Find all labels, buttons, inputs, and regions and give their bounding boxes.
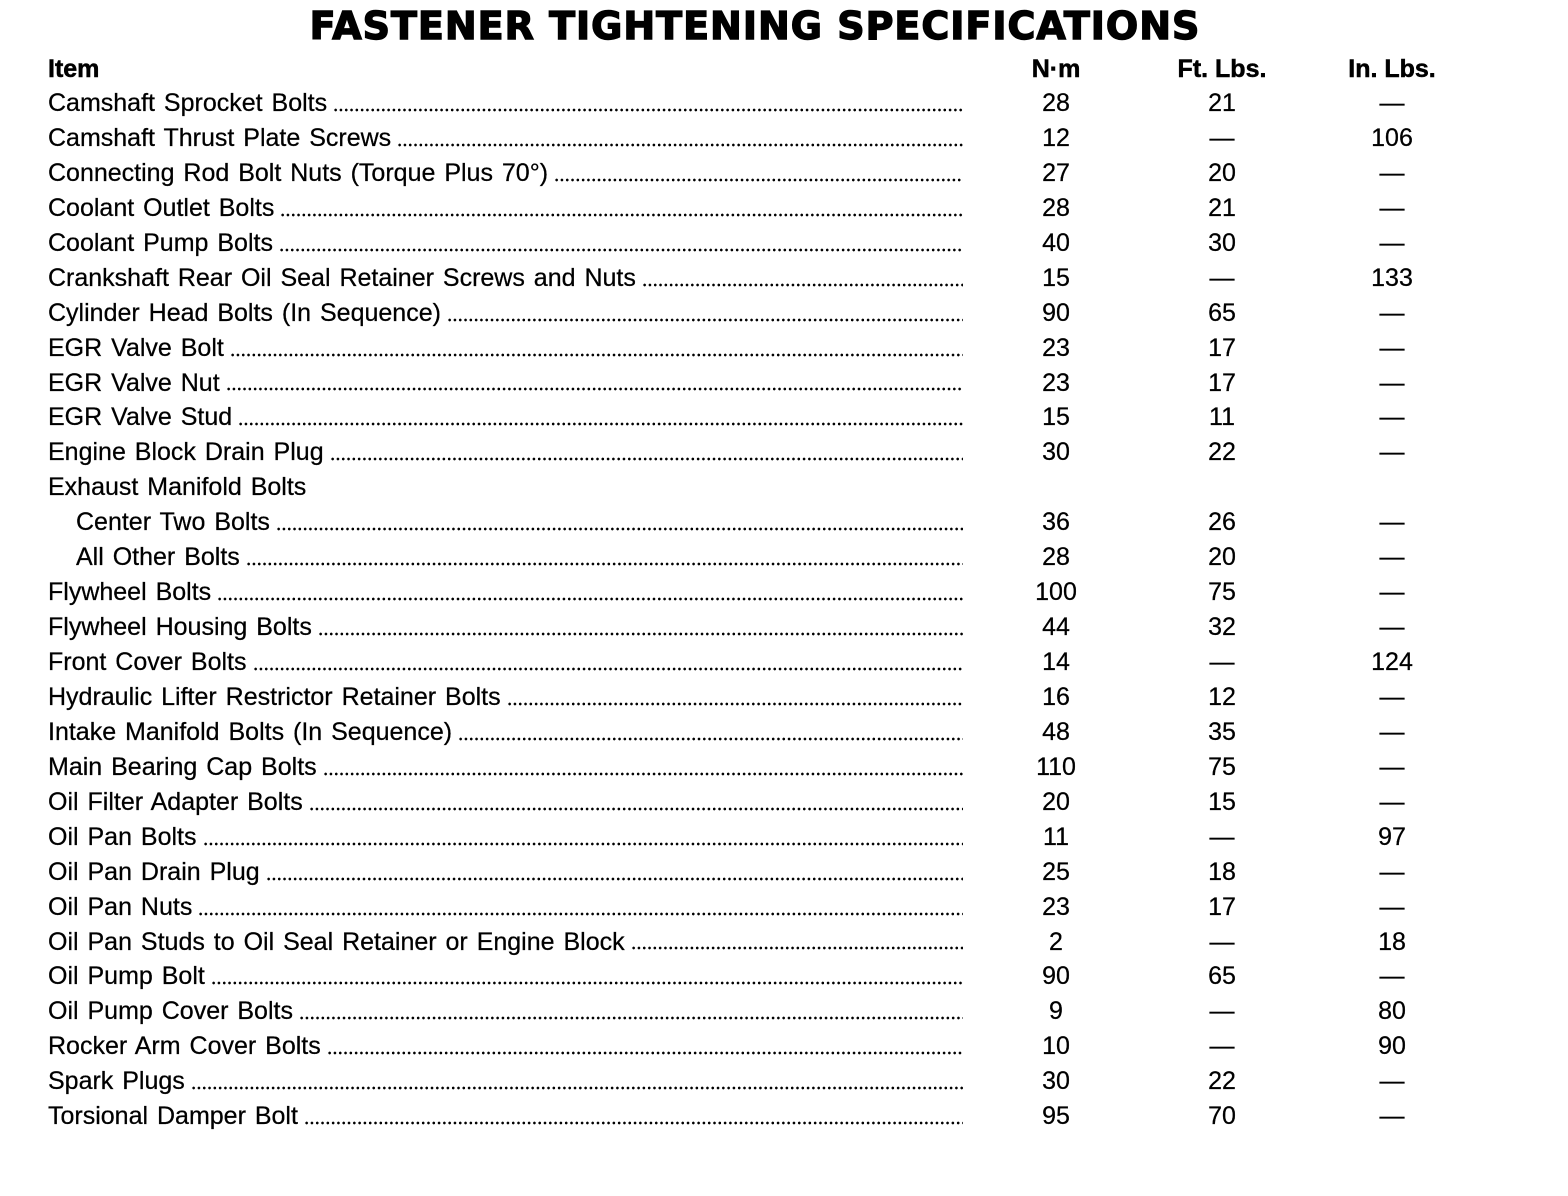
table-row [0, 994, 1568, 1029]
table-row [0, 86, 1568, 121]
dot-leader [276, 527, 963, 531]
value-nm: 23 [1042, 333, 1070, 362]
dot-leader [554, 178, 963, 182]
value-in-lbs: — [1379, 298, 1405, 327]
dot-leader [266, 877, 963, 881]
table-row [0, 156, 1568, 191]
value-in-lbs: — [1379, 962, 1405, 991]
value-nm: 15 [1042, 403, 1070, 432]
value-nm: 25 [1042, 857, 1070, 886]
item-cell [48, 750, 963, 785]
value-in-lbs: 124 [1371, 648, 1413, 676]
value-in-lbs: 18 [1378, 927, 1406, 956]
value-ft-lbs: 20 [1208, 158, 1236, 187]
item-cell [48, 470, 963, 505]
item-label: Coolant Pump Bolts [48, 228, 273, 257]
value-nm: 16 [1042, 682, 1070, 711]
value-nm: 110 [1036, 752, 1076, 781]
value-ft-lbs: 75 [1208, 578, 1236, 607]
table-row [0, 959, 1568, 994]
dot-leader [280, 213, 963, 217]
item-cell [48, 156, 963, 191]
value-in-lbs: — [1379, 508, 1405, 537]
value-ft-lbs: 12 [1208, 682, 1236, 711]
value-nm: 36 [1042, 508, 1070, 537]
item-cell [76, 505, 963, 540]
item-cell [48, 435, 963, 470]
value-ft-lbs: 20 [1208, 543, 1236, 572]
dot-leader [318, 632, 963, 636]
value-in-lbs: — [1379, 403, 1405, 432]
item-label: Rocker Arm Cover Bolts [48, 1032, 321, 1061]
value-nm: 28 [1042, 543, 1070, 572]
value-ft-lbs: — [1209, 123, 1235, 152]
item-label: Oil Pump Cover Bolts [48, 997, 293, 1026]
item-cell [48, 645, 963, 680]
dot-leader [309, 807, 963, 811]
header-in-lbs: In. Lbs. [1348, 55, 1436, 83]
item-label: Torsional Damper Bolt [48, 1102, 298, 1131]
value-nm: 23 [1042, 368, 1070, 397]
table-header [0, 52, 1568, 86]
value-ft-lbs: 32 [1208, 613, 1236, 642]
page-title: FASTENER TIGHTENING SPECIFICATIONS [309, 4, 1201, 48]
item-label: Oil Pan Nuts [48, 892, 193, 921]
value-nm: 11 [1043, 822, 1069, 851]
value-nm: 2 [1049, 927, 1063, 956]
item-label: Exhaust Manifold Bolts [48, 473, 307, 502]
value-in-lbs: — [1379, 717, 1405, 746]
item-cell [48, 296, 963, 331]
value-in-lbs: — [1379, 613, 1405, 642]
item-cell [48, 191, 963, 226]
value-nm: 44 [1042, 613, 1070, 642]
item-label: Crankshaft Rear Oil Seal Retainer Screws and Nuts [48, 263, 636, 292]
value-nm: 20 [1042, 787, 1070, 816]
item-cell [48, 121, 963, 156]
dot-leader [253, 667, 963, 671]
value-in-lbs: — [1379, 1102, 1405, 1131]
dot-leader [198, 912, 963, 916]
item-label: Flywheel Housing Bolts [48, 613, 312, 642]
table-row [0, 1099, 1568, 1134]
item-cell [48, 1064, 963, 1099]
item-label: Intake Manifold Bolts (In Sequence) [48, 717, 453, 746]
item-cell [48, 261, 963, 296]
value-ft-lbs: 75 [1208, 752, 1236, 781]
value-nm: 95 [1042, 1102, 1070, 1131]
value-nm: 23 [1042, 892, 1070, 921]
item-cell [48, 610, 963, 645]
dot-leader [397, 143, 963, 147]
table-row [0, 470, 1568, 505]
dot-leader [327, 1051, 963, 1055]
table-row [0, 785, 1568, 820]
value-in-lbs: — [1379, 892, 1405, 921]
dot-leader [458, 737, 963, 741]
item-cell [48, 715, 963, 750]
value-in-lbs: — [1379, 438, 1405, 467]
item-label: Flywheel Bolts [48, 578, 212, 607]
value-ft-lbs: 17 [1208, 892, 1236, 921]
item-label: Front Cover Bolts [48, 648, 247, 676]
value-nm: 28 [1042, 89, 1070, 117]
item-cell [48, 820, 963, 855]
item-label: Oil Pan Bolts [48, 822, 197, 851]
value-ft-lbs: 21 [1208, 89, 1236, 117]
value-ft-lbs: 26 [1208, 508, 1236, 537]
table-row [0, 331, 1568, 366]
value-in-lbs: 80 [1378, 997, 1406, 1026]
value-in-lbs: — [1379, 368, 1405, 397]
table-row [0, 680, 1568, 715]
dot-leader [631, 946, 963, 950]
table-row [0, 925, 1568, 960]
value-ft-lbs: 65 [1208, 298, 1236, 327]
item-label: Hydraulic Lifter Restrictor Retainer Bolts [48, 682, 501, 711]
item-label: Camshaft Thrust Plate Screws [48, 123, 392, 152]
value-ft-lbs: 65 [1208, 962, 1236, 991]
value-in-lbs: — [1379, 682, 1405, 711]
value-nm: 9 [1049, 997, 1063, 1026]
value-nm: 48 [1042, 717, 1070, 746]
table-row [0, 855, 1568, 890]
value-in-lbs: — [1379, 752, 1405, 781]
item-cell [76, 540, 963, 575]
item-cell [48, 925, 963, 960]
table-row [0, 1029, 1568, 1064]
item-label: Cylinder Head Bolts (In Sequence) [48, 298, 441, 327]
value-nm: 14 [1042, 648, 1070, 676]
value-ft-lbs: 18 [1208, 857, 1236, 886]
spec-table [0, 86, 1568, 1134]
table-row [0, 715, 1568, 750]
dot-leader [230, 353, 963, 357]
item-label: Oil Pump Bolt [48, 962, 205, 991]
dot-leader [642, 283, 963, 287]
value-ft-lbs: 30 [1208, 228, 1236, 257]
table-row [0, 400, 1568, 435]
value-in-lbs: 133 [1371, 263, 1413, 292]
value-ft-lbs: 22 [1208, 1067, 1236, 1096]
table-row [0, 505, 1568, 540]
dot-leader [238, 422, 963, 426]
dot-leader [226, 387, 963, 391]
value-ft-lbs: 17 [1208, 368, 1236, 397]
value-ft-lbs: — [1209, 822, 1235, 851]
value-nm: 90 [1042, 962, 1070, 991]
item-label: Center Two Bolts [76, 508, 270, 537]
value-ft-lbs: — [1209, 927, 1235, 956]
value-nm: 15 [1042, 263, 1070, 292]
table-row [0, 750, 1568, 785]
table-row [0, 226, 1568, 261]
item-cell [48, 331, 963, 366]
value-nm: 10 [1042, 1032, 1070, 1061]
dot-leader [211, 981, 963, 985]
item-cell [48, 855, 963, 890]
table-row [0, 1064, 1568, 1099]
value-nm: 30 [1042, 1067, 1070, 1096]
dot-leader [246, 562, 963, 566]
header-ft-lbs: Ft. Lbs. [1177, 55, 1267, 83]
table-row [0, 540, 1568, 575]
item-label: Oil Filter Adapter Bolts [48, 787, 303, 816]
item-label: EGR Valve Bolt [48, 333, 224, 362]
table-row [0, 575, 1568, 610]
item-cell [48, 575, 963, 610]
item-label: Oil Pan Studs to Oil Seal Retainer or Engine Block [48, 927, 625, 956]
dot-leader [333, 108, 963, 112]
value-in-lbs: — [1379, 578, 1405, 607]
value-nm: 28 [1042, 193, 1070, 222]
value-in-lbs: — [1379, 1067, 1405, 1096]
value-in-lbs: — [1379, 787, 1405, 816]
item-label: Engine Block Drain Plug [48, 438, 324, 467]
item-cell [48, 400, 963, 435]
value-in-lbs: — [1379, 543, 1405, 572]
item-label: Coolant Outlet Bolts [48, 193, 275, 222]
value-in-lbs: 106 [1371, 123, 1413, 152]
value-ft-lbs: 15 [1208, 787, 1236, 816]
dot-leader [507, 702, 963, 706]
item-label: Oil Pan Drain Plug [48, 857, 260, 886]
header-nm: N·m [1031, 55, 1081, 83]
table-row [0, 296, 1568, 331]
item-cell [48, 994, 963, 1029]
item-cell [48, 86, 963, 121]
item-cell [48, 1099, 963, 1134]
table-row [0, 191, 1568, 226]
value-ft-lbs: — [1209, 1032, 1235, 1061]
dot-leader [217, 597, 963, 601]
value-in-lbs: — [1379, 228, 1405, 257]
value-ft-lbs: — [1209, 997, 1235, 1026]
value-ft-lbs: 21 [1208, 193, 1236, 222]
value-ft-lbs: 70 [1208, 1102, 1236, 1131]
table-row [0, 890, 1568, 925]
value-ft-lbs: 11 [1209, 403, 1235, 432]
item-cell [48, 366, 963, 401]
item-cell [48, 890, 963, 925]
value-in-lbs: 97 [1378, 822, 1406, 851]
dot-leader [191, 1086, 963, 1090]
value-ft-lbs: 17 [1208, 333, 1236, 362]
dot-leader [279, 248, 963, 252]
value-nm: 30 [1042, 438, 1070, 467]
dot-leader [323, 772, 963, 776]
table-row [0, 610, 1568, 645]
item-label: Main Bearing Cap Bolts [48, 752, 317, 781]
table-row [0, 121, 1568, 156]
dot-leader [330, 457, 963, 461]
value-in-lbs: — [1379, 333, 1405, 362]
table-row [0, 261, 1568, 296]
item-label: All Other Bolts [76, 543, 240, 572]
item-label: EGR Valve Nut [48, 368, 220, 397]
value-in-lbs: — [1379, 857, 1405, 886]
table-row [0, 366, 1568, 401]
item-cell [48, 785, 963, 820]
table-row [0, 645, 1568, 680]
item-label: Connecting Rod Bolt Nuts (Torque Plus 70°) [48, 158, 549, 187]
item-label: Camshaft Sprocket Bolts [48, 89, 328, 117]
item-cell [48, 680, 963, 715]
item-cell [48, 959, 963, 994]
value-ft-lbs: 22 [1208, 438, 1236, 467]
value-ft-lbs: 35 [1208, 717, 1236, 746]
value-in-lbs: — [1379, 193, 1405, 222]
dot-leader [299, 1016, 963, 1020]
value-nm: 12 [1042, 123, 1070, 152]
value-in-lbs: 90 [1378, 1032, 1406, 1061]
dot-leader [447, 318, 963, 322]
table-row [0, 435, 1568, 470]
value-in-lbs: — [1379, 89, 1405, 117]
item-label: EGR Valve Stud [48, 403, 233, 432]
value-ft-lbs: — [1209, 648, 1235, 676]
item-cell [48, 1029, 963, 1064]
value-nm: 40 [1042, 228, 1070, 257]
item-label: Spark Plugs [48, 1067, 185, 1096]
value-in-lbs: — [1379, 158, 1405, 187]
value-nm: 27 [1042, 158, 1070, 187]
table-row [0, 820, 1568, 855]
dot-leader [203, 842, 963, 846]
header-item: Item [48, 55, 100, 83]
dot-leader [304, 1121, 963, 1125]
value-ft-lbs: — [1209, 263, 1235, 292]
value-nm: 90 [1042, 298, 1070, 327]
item-cell [48, 226, 963, 261]
value-nm: 100 [1035, 578, 1077, 607]
